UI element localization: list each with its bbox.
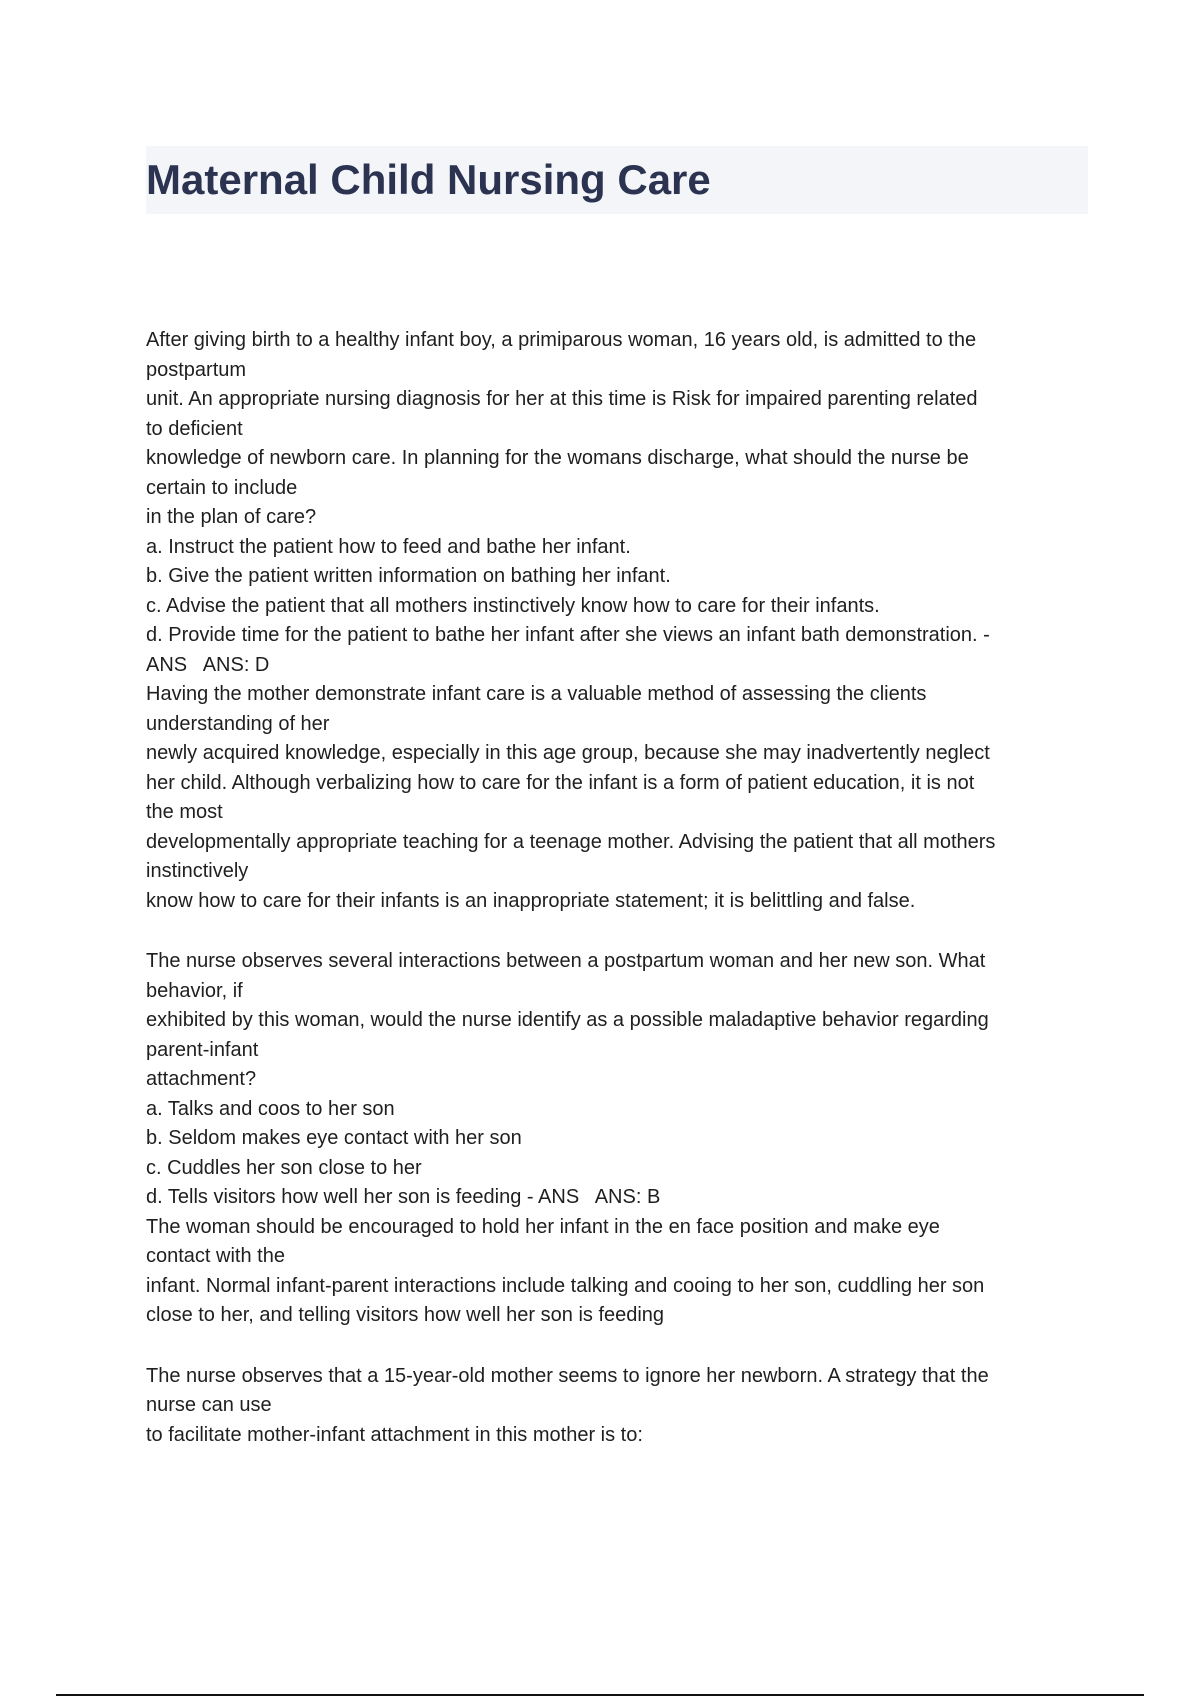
text-line: to facilitate mother-infant attachment in this mother is to: <box>146 1423 643 1446</box>
rationale-line: know how to care for their infants is an inappropriate statement; it is belittling and false. <box>146 889 916 912</box>
answer-key: ANS ANS: D <box>146 653 270 676</box>
question-block-1 <box>146 326 1092 916</box>
text-line: postpartum <box>146 358 247 381</box>
rationale-line: Having the mother demonstrate infant care is a valuable method of assessing the clients <box>146 683 927 705</box>
answer-option: b. Seldom makes eye contact with her son <box>146 1127 522 1149</box>
rationale-line: developmentally appropriate teaching for a teenage mother. Advising the patient that all mothers <box>146 830 996 853</box>
rationale-line: instinctively <box>146 860 249 882</box>
answer-option: a. Talks and coos to her son <box>146 1097 395 1120</box>
text-line: attachment? <box>146 1068 257 1090</box>
text-line: parent-infant <box>146 1038 259 1061</box>
text-line: certain to include <box>146 476 298 499</box>
text-line: nurse can use <box>146 1394 272 1416</box>
text-line: to deficient <box>146 417 243 440</box>
text-line: exhibited by this woman, would the nurse identify as a possible maladaptive behavior regarding <box>146 1009 989 1031</box>
paragraph-gap <box>146 916 1092 947</box>
answer-option: b. Give the patient written information on bathing her infant. <box>146 565 671 587</box>
rationale-line: newly acquired knowledge, especially in this age group, because she may inadvertently neglect <box>146 742 990 764</box>
rationale-line: the most <box>146 801 223 823</box>
question-block-2 <box>146 947 1092 1331</box>
rationale-line: close to her, and telling visitors how well her son is feeding <box>146 1304 665 1326</box>
document-body <box>146 326 1092 1450</box>
text-line: in the plan of care? <box>146 506 317 528</box>
text-line: After giving birth to a healthy infant boy, a primiparous woman, 16 years old, is admitted to the <box>146 329 977 351</box>
answer-option: d. Provide time for the patient to bathe her infant after she views an infant bath demonstration. - <box>146 624 990 646</box>
rationale-line: contact with the <box>146 1245 285 1267</box>
text-line: behavior, if <box>146 979 243 1002</box>
text-line: unit. An appropriate nursing diagnosis for her at this time is Risk for impaired parenting related <box>146 388 978 410</box>
text-line: The nurse observes that a 15-year-old mother seems to ignore her newborn. A strategy that the <box>146 1364 989 1387</box>
rationale-line: The woman should be encouraged to hold her infant in the en face position and make eye <box>146 1215 940 1238</box>
answer-option: d. Tells visitors how well her son is feeding - ANS ANS: B <box>146 1186 661 1208</box>
question-block-3 <box>146 1362 1092 1451</box>
text-line: The nurse observes several interactions between a postpartum woman and her new son. What <box>146 950 986 972</box>
rationale-line: infant. Normal infant-parent interactions include talking and cooing to her son, cuddling her son <box>146 1274 985 1297</box>
document-title: Maternal Child Nursing Care <box>146 156 711 203</box>
paragraph-gap <box>146 1331 1092 1362</box>
answer-option: a. Instruct the patient how to feed and bathe her infant. <box>146 535 631 558</box>
rationale-line: her child. Although verbalizing how to care for the infant is a form of patient education, it is not <box>146 771 975 794</box>
rationale-line: understanding of her <box>146 712 330 735</box>
text-line: knowledge of newborn care. In planning for the womans discharge, what should the nurse be <box>146 447 969 469</box>
footer-divider <box>56 1694 1144 1696</box>
answer-option: c. Advise the patient that all mothers instinctively know how to care for their infants. <box>146 594 880 617</box>
answer-option: c. Cuddles her son close to her <box>146 1156 422 1179</box>
